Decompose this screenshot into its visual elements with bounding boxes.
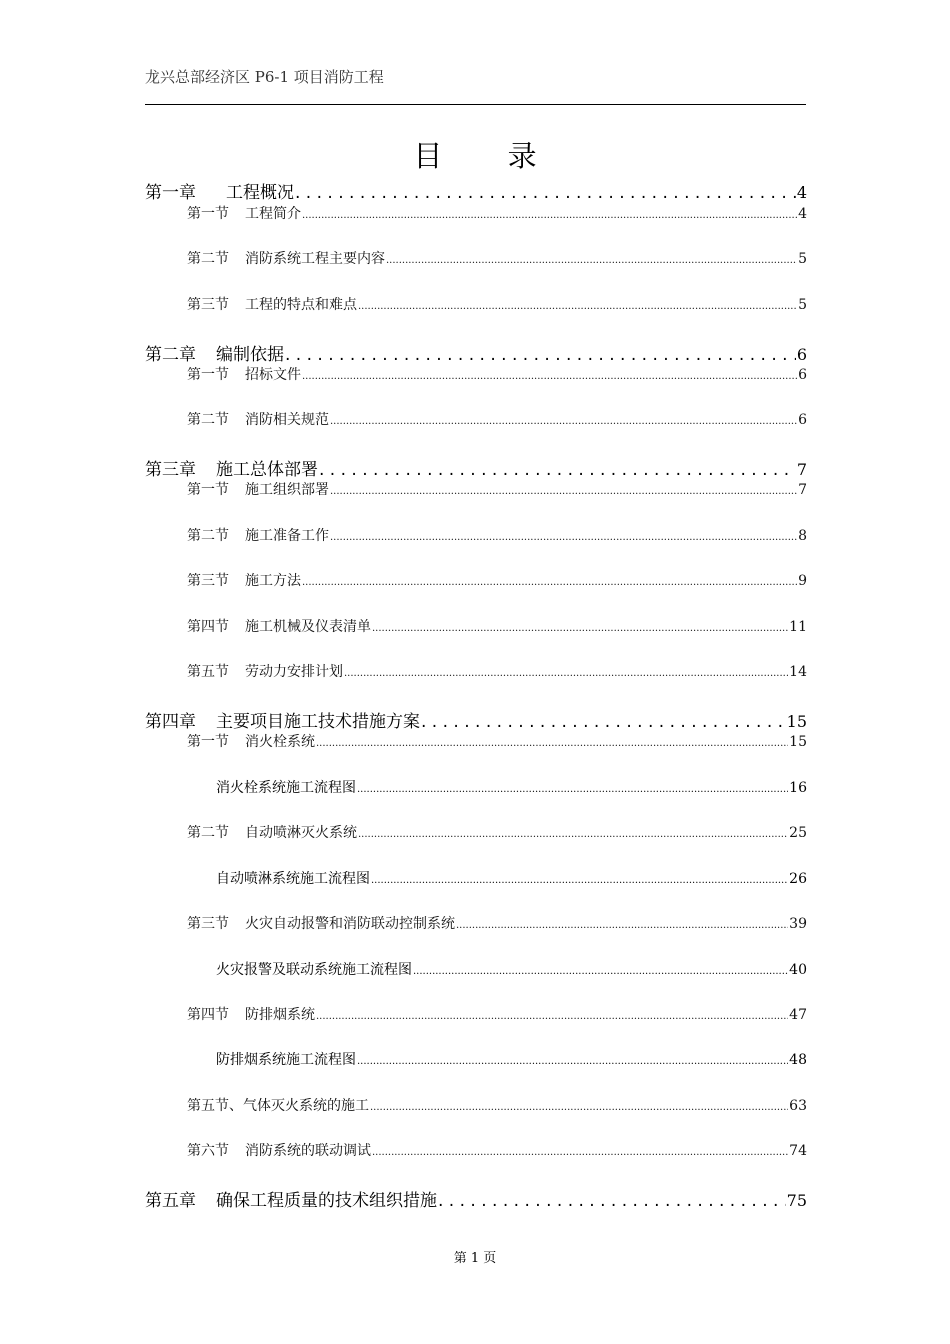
toc-section[interactable]: [187, 616, 807, 636]
toc-title-text: 编制依据: [216, 345, 284, 365]
toc-number: 第五章: [145, 1191, 196, 1211]
toc-page-number: 75: [786, 1191, 807, 1210]
toc-section[interactable]: [187, 661, 807, 681]
toc-title-text: 工程的特点和难点: [245, 297, 357, 313]
toc-number: 第四节: [187, 1007, 229, 1023]
toc-section[interactable]: [187, 479, 807, 499]
toc-page-number: 15: [786, 712, 807, 731]
toc-chapter[interactable]: [145, 707, 807, 732]
dot-leader: [357, 1056, 788, 1067]
toc-section[interactable]: [187, 731, 807, 751]
toc-page-number: 6: [798, 367, 807, 383]
toc-title-text: 火灾自动报警和消防联动控制系统: [245, 916, 455, 932]
dot-leader: [371, 875, 788, 886]
toc-title-text: 工程概况: [226, 183, 294, 203]
toc-page-number: 15: [789, 734, 807, 750]
toc-section[interactable]: [187, 1140, 807, 1160]
toc-number: 第二章: [145, 345, 196, 365]
dot-leader: [358, 829, 788, 840]
page-footer: 第 1 页: [453, 1251, 497, 1266]
toc-title-text: 第五节、气体灭火系统的施工: [187, 1098, 369, 1114]
dot-leader: [357, 784, 788, 795]
toc-page-number: 6: [798, 412, 807, 428]
toc-page-number: 39: [789, 916, 807, 932]
toc-chapter[interactable]: [145, 455, 807, 480]
toc-number: 第一章: [145, 183, 196, 203]
toc-title-text: 消火栓系统施工流程图: [216, 780, 356, 796]
toc-page-number: 25: [789, 825, 807, 841]
toc-section[interactable]: [187, 822, 807, 842]
toc-title: 目 录: [413, 139, 565, 173]
toc-title-text: 火灾报警及联动系统施工流程图: [216, 962, 412, 978]
toc-page-number: 14: [789, 664, 807, 680]
toc-section[interactable]: [187, 570, 807, 590]
header-rule: [145, 104, 806, 105]
dot-leader: [344, 668, 788, 679]
running-header: 龙兴总部经济区 P6-1 项目消防工程: [145, 68, 384, 86]
toc-number: 第二节: [187, 251, 229, 267]
dot-leader: [302, 371, 797, 382]
toc-page-number: 74: [789, 1143, 807, 1159]
toc-title-text: 消火栓系统: [245, 734, 315, 750]
toc-section[interactable]: [187, 1004, 807, 1024]
toc-page-number: 11: [789, 619, 807, 635]
toc-number: 第三章: [145, 460, 196, 480]
toc-number: 第二节: [187, 825, 229, 841]
toc-number: 第六节: [187, 1143, 229, 1159]
toc-page-number: 7: [798, 482, 807, 498]
toc-page-number: 6: [796, 345, 807, 364]
toc-section[interactable]: [187, 409, 807, 429]
dot-leader: [358, 301, 797, 312]
dot-leader: [302, 210, 797, 221]
toc-title-text: 确保工程质量的技术组织措施: [216, 1191, 437, 1211]
toc-number: 第一节: [187, 482, 229, 498]
toc-chapter[interactable]: [145, 1186, 807, 1211]
toc-section[interactable]: [187, 1095, 807, 1115]
toc-title-text: 消防相关规范: [245, 412, 329, 428]
toc-page-number: 5: [798, 297, 807, 313]
dot-leader: [330, 486, 797, 497]
toc-number: 第一节: [187, 367, 229, 383]
dot-leader: [302, 577, 797, 588]
dot-leader: [438, 1191, 786, 1211]
toc-chapter[interactable]: [145, 178, 807, 203]
toc-title-text: 自动喷淋系统施工流程图: [216, 871, 370, 887]
toc-number: 第四章: [145, 712, 196, 732]
toc-section[interactable]: [187, 294, 807, 314]
toc-number: 第二节: [187, 528, 229, 544]
dot-leader: [319, 460, 796, 480]
toc-section[interactable]: [187, 203, 807, 223]
toc-number: 第三节: [187, 297, 229, 313]
toc-title-text: 消防系统工程主要内容: [245, 251, 385, 267]
toc-page-number: 47: [789, 1007, 807, 1023]
toc-title-text: 自动喷淋灭火系统: [245, 825, 357, 841]
toc-section[interactable]: [187, 248, 807, 268]
toc-number: 第一节: [187, 206, 229, 222]
toc-number: 第一节: [187, 734, 229, 750]
toc-number: 第二节: [187, 412, 229, 428]
toc-title-text: 防排烟系统施工流程图: [216, 1052, 356, 1068]
toc-title-text: 劳动力安排计划: [245, 664, 343, 680]
toc-title-text: 施工准备工作: [245, 528, 329, 544]
toc-page-number: 4: [796, 183, 807, 202]
toc-page-number: 40: [789, 962, 807, 978]
toc-number: 第四节: [187, 619, 229, 635]
dot-leader: [372, 623, 788, 634]
toc-subsection[interactable]: [216, 777, 807, 797]
toc-subsection[interactable]: [216, 959, 807, 979]
toc-page-number: 8: [798, 528, 807, 544]
toc-title-text: 施工组织部署: [245, 482, 329, 498]
toc-title-text: 施工总体部署: [216, 460, 318, 480]
toc-page-number: 26: [789, 871, 807, 887]
toc-page-number: 63: [789, 1098, 807, 1114]
dot-leader: [413, 966, 788, 977]
toc-section[interactable]: [187, 913, 807, 933]
toc-subsection[interactable]: [216, 1049, 807, 1069]
toc-chapter[interactable]: [145, 340, 807, 365]
toc-page-number: 4: [798, 206, 807, 222]
toc-section[interactable]: [187, 525, 807, 545]
dot-leader: [330, 416, 797, 427]
toc-subsection[interactable]: [216, 868, 807, 888]
toc-number: 第三节: [187, 573, 229, 589]
toc-title-text: 消防系统的联动调试: [245, 1143, 371, 1159]
dot-leader: [316, 738, 788, 749]
toc-page-number: 48: [789, 1052, 807, 1068]
toc-title-text: 主要项目施工技术措施方案: [216, 712, 420, 732]
toc-page-number: 16: [789, 780, 807, 796]
toc-title-text: 施工方法: [245, 573, 301, 589]
toc-title-text: 招标文件: [245, 367, 301, 383]
toc-section[interactable]: [187, 364, 807, 384]
toc-page-number: 5: [798, 251, 807, 267]
dot-leader: [370, 1102, 788, 1113]
toc-number: 第三节: [187, 916, 229, 932]
dot-leader: [330, 532, 797, 543]
dot-leader: [386, 255, 797, 266]
dot-leader: [295, 183, 796, 203]
dot-leader: [372, 1147, 788, 1158]
toc-page-number: 7: [796, 460, 807, 479]
toc-title-text: 防排烟系统: [245, 1007, 315, 1023]
toc-page-number: 9: [798, 573, 807, 589]
dot-leader: [456, 920, 788, 931]
dot-leader: [285, 345, 796, 365]
toc-title-text: 施工机械及仪表清单: [245, 619, 371, 635]
dot-leader: [421, 712, 786, 732]
toc-title-text: 工程简介: [245, 206, 301, 222]
toc-number: 第五节: [187, 664, 229, 680]
dot-leader: [316, 1011, 788, 1022]
